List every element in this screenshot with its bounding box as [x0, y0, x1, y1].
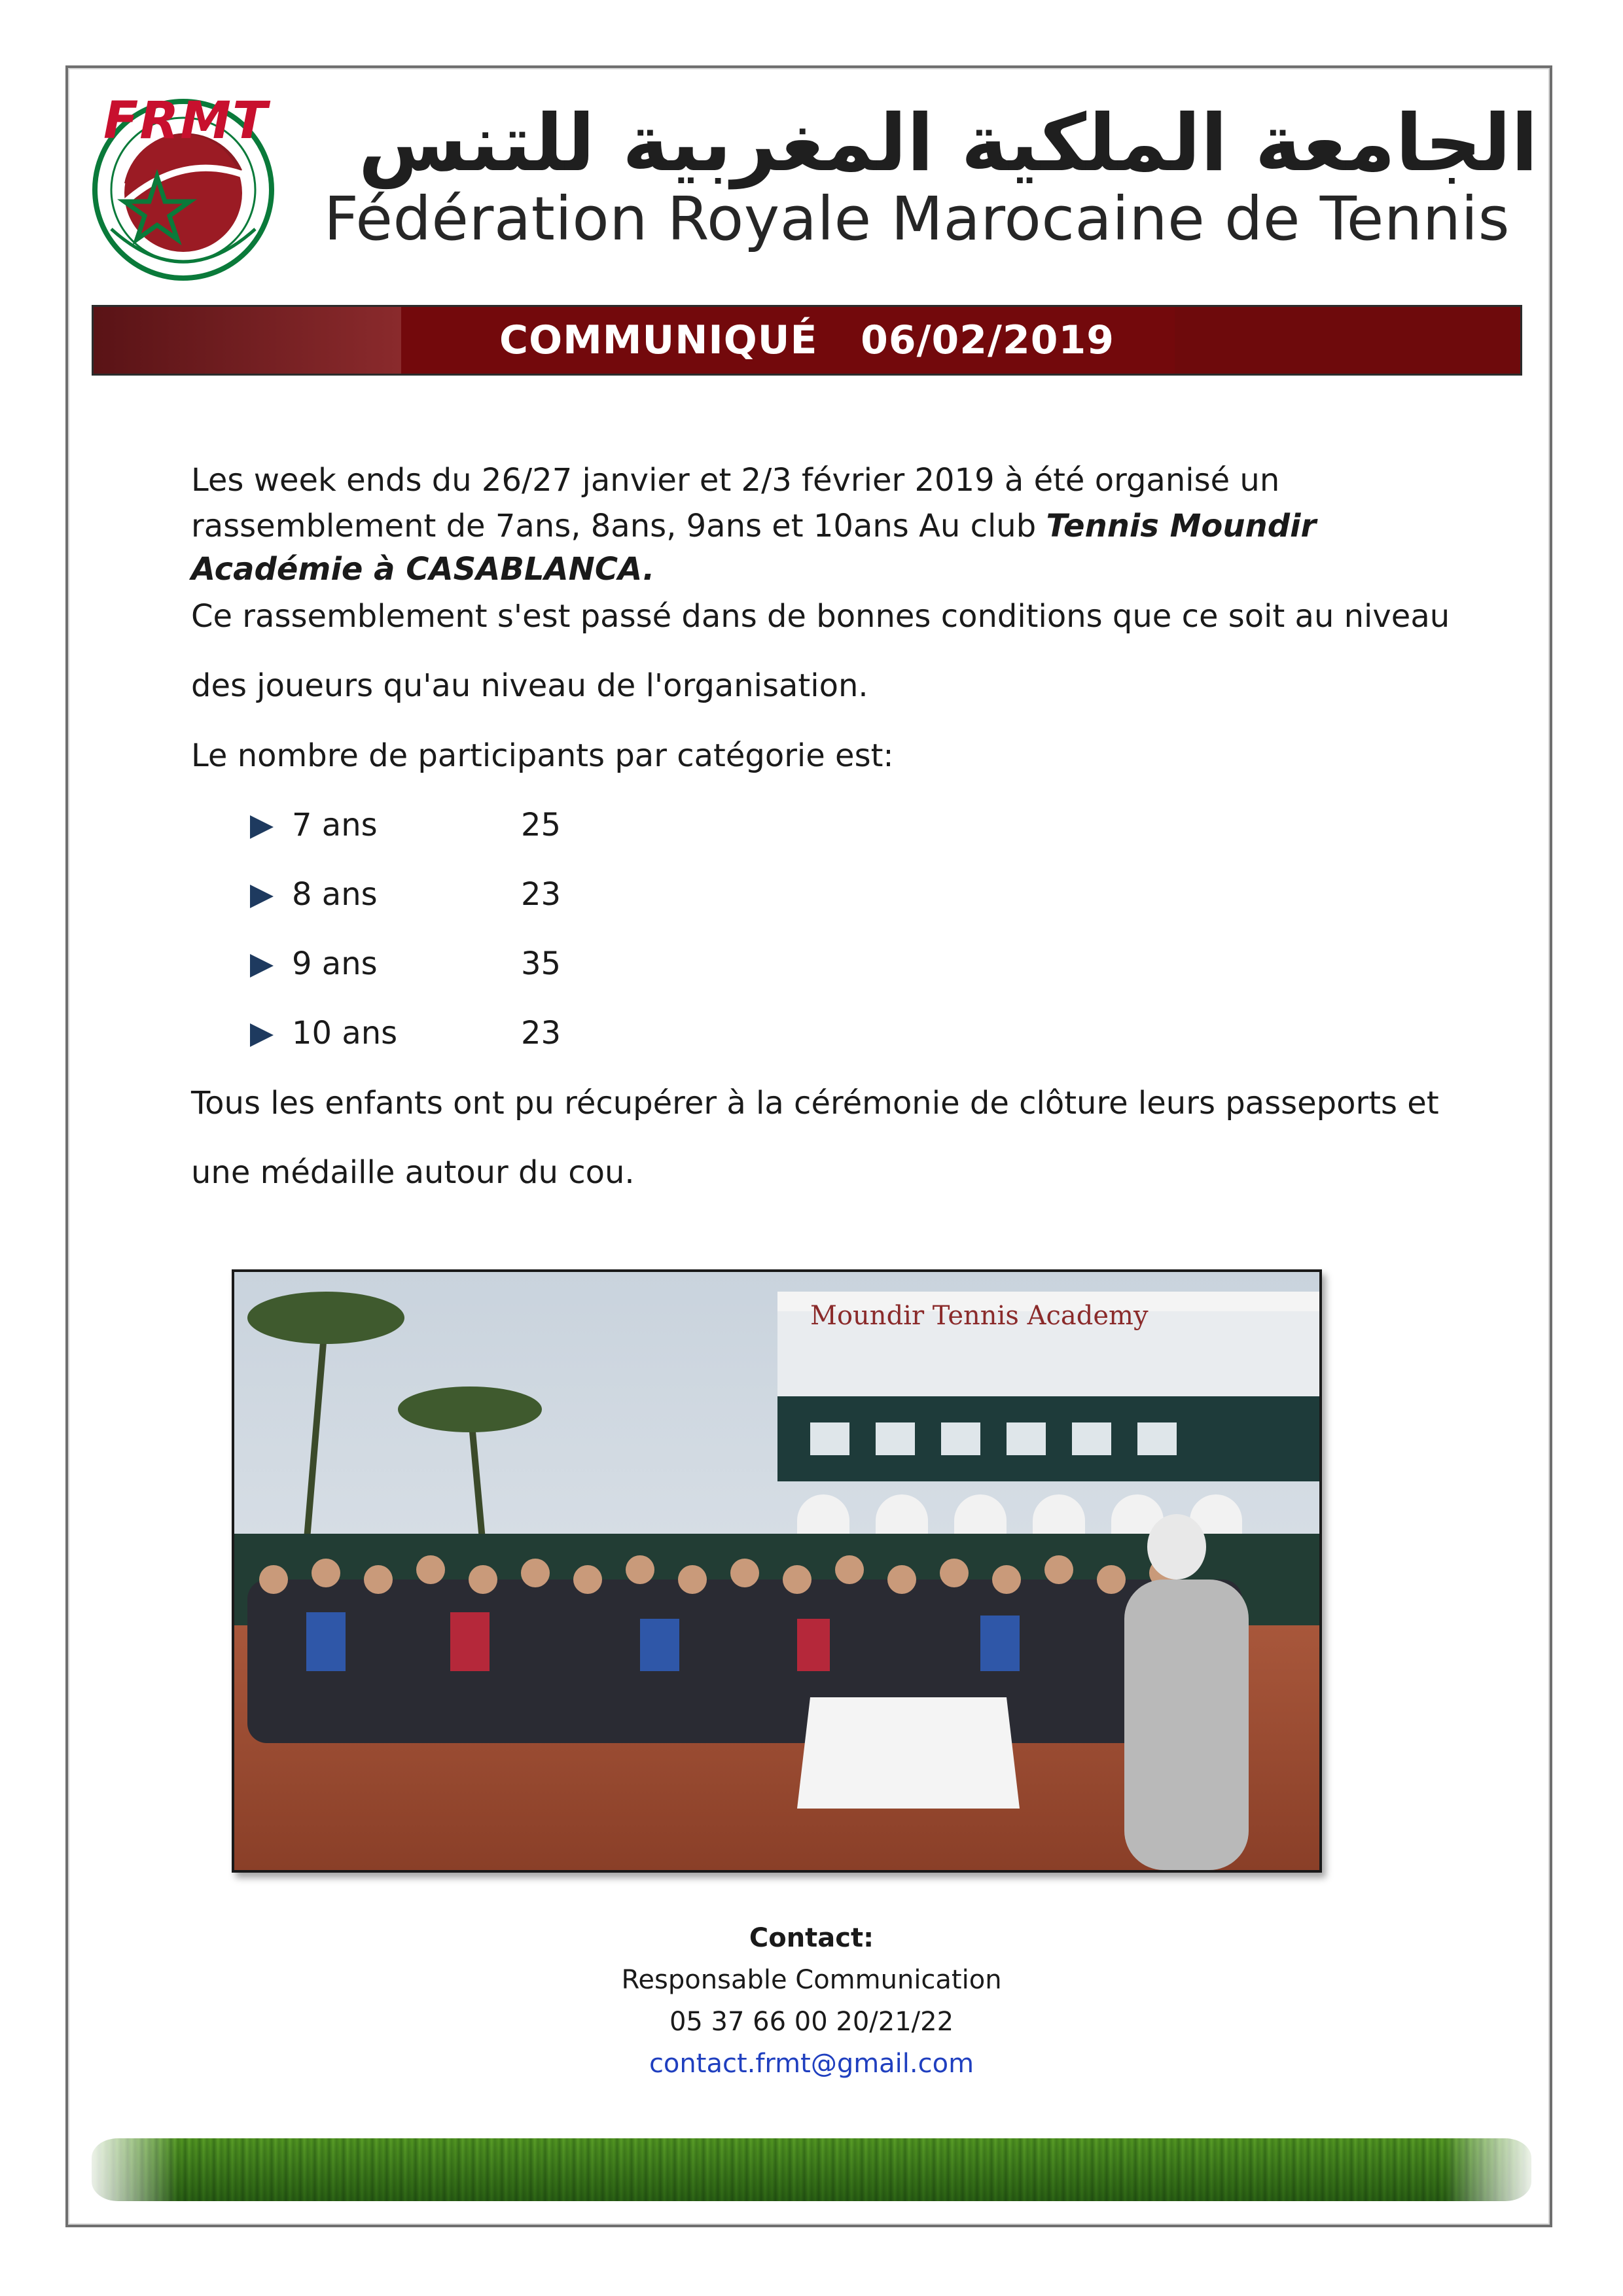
category-label: 8 ans	[292, 876, 378, 913]
logo-text: FRMT	[103, 92, 269, 150]
arrow-bullet-icon	[250, 1023, 274, 1047]
paragraph-1-line-2	[191, 508, 1316, 544]
paragraph-1-line-1: Les week ends du 26/27 janvier et 2/3 février 2019 à été organisé un	[191, 462, 1280, 499]
grass-footer-decoration	[92, 2138, 1531, 2201]
category-row	[250, 807, 561, 843]
contact-phone: 05 37 66 00 20/21/22	[669, 2007, 954, 2037]
group-photo	[232, 1269, 1322, 1873]
communique-title: COMMUNIQUÉ 06/02/2019	[499, 317, 1115, 363]
academy-sign: Moundir Tennis Academy	[810, 1301, 1149, 1331]
category-count: 23	[521, 1015, 562, 1051]
paragraph-2-line-2: des joueurs qu'au niveau de l'organisation.	[191, 667, 868, 704]
banner-left-panel	[94, 307, 401, 374]
federation-name-arabic: الجامعة الملكية المغربية للتنس	[358, 98, 1538, 189]
arrow-bullet-icon	[250, 815, 274, 839]
contact-role: Responsable Communication	[621, 1965, 1002, 1995]
paragraph-1-line-2-text: rassemblement de 7ans, 8ans, 9ans et 10ans Au club	[191, 508, 1046, 544]
page-border	[65, 65, 1552, 2227]
club-name-part-2: Académie à CASABLANCA.	[191, 551, 655, 588]
paragraph-3: Le nombre de participants par catégorie est:	[191, 737, 894, 774]
federation-name-french: Fédération Royale Marocaine de Tennis	[324, 184, 1510, 254]
club-name-part-1: Tennis Moundir	[1046, 508, 1317, 544]
category-count: 35	[521, 945, 562, 982]
contact-block	[0, 1917, 1623, 2085]
category-label: 7 ans	[292, 807, 378, 843]
category-row	[250, 945, 561, 982]
contact-heading: Contact:	[749, 1923, 874, 1953]
arrow-bullet-icon	[250, 885, 274, 908]
category-count: 23	[521, 876, 562, 913]
arrow-bullet-icon	[250, 954, 274, 978]
contact-email-link[interactable]: contact.frmt@gmail.com	[649, 2049, 974, 2079]
category-row	[250, 876, 561, 913]
paragraph-2-line-1: Ce rassemblement s'est passé dans de bonnes conditions que ce soit au niveau	[191, 598, 1450, 635]
banner-right-panel	[1175, 307, 1520, 374]
paragraph-4-line-1: Tous les enfants ont pu récupérer à la cérémonie de clôture leurs passeports et	[191, 1085, 1439, 1122]
category-row	[250, 1015, 561, 1051]
category-label: 10 ans	[292, 1015, 398, 1051]
category-label: 9 ans	[292, 945, 378, 982]
communique-banner	[92, 305, 1522, 376]
group-photo-illustration	[234, 1272, 1319, 1870]
frmt-logo	[85, 79, 281, 288]
paragraph-4-line-2: une médaille autour du cou.	[191, 1154, 635, 1191]
category-count: 25	[521, 807, 562, 843]
